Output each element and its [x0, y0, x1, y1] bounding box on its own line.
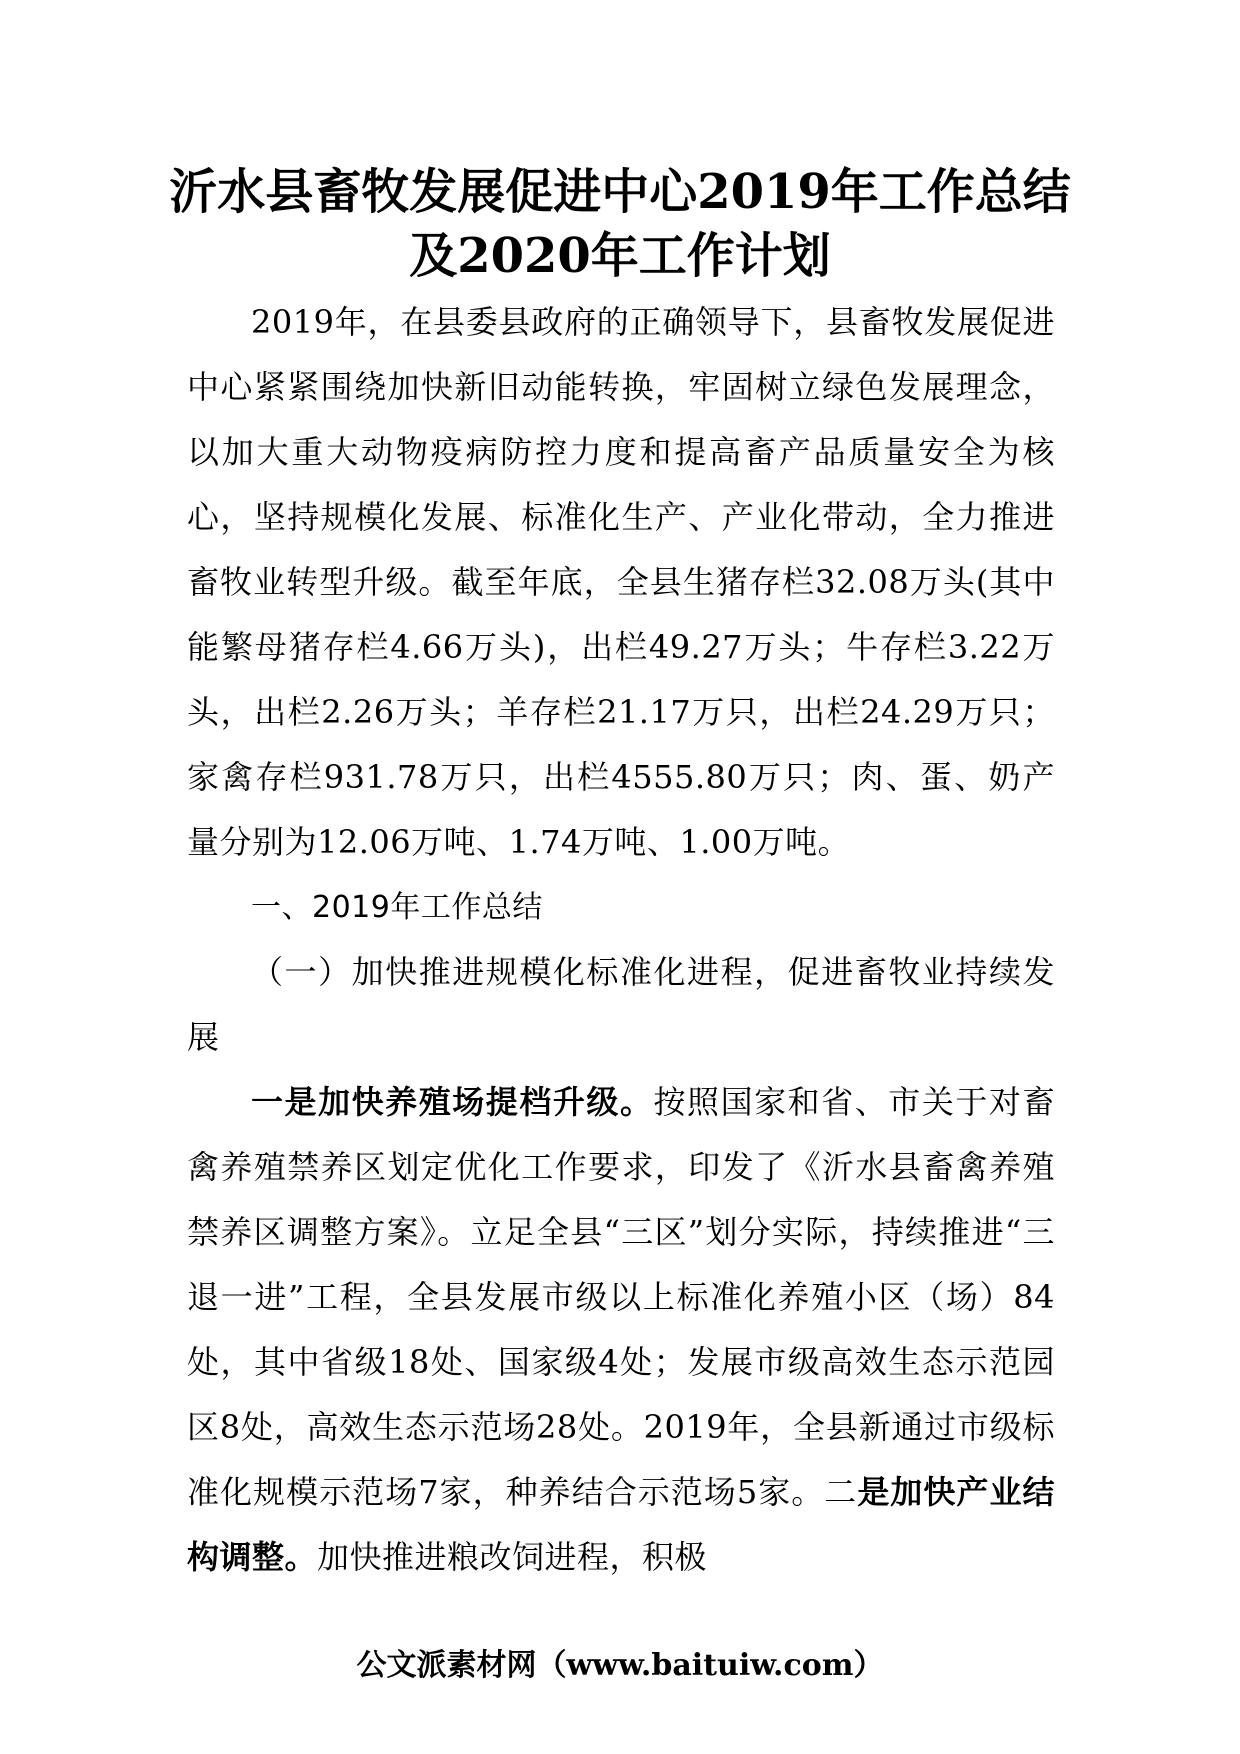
document-title [150, 160, 1090, 288]
title-line-2: 及2020年工作计划 [409, 228, 831, 284]
section-heading: 一、2019年工作总结 [251, 890, 543, 925]
title-line-1: 沂水县畜牧发展促进中心2019年工作总结 [169, 164, 1071, 220]
document-body [187, 290, 1055, 1590]
point-2-text: 加快推进粮改饲进程，积极 [317, 1538, 708, 1576]
point-1-heading: 一是加快养殖场提档升级。 [251, 1083, 654, 1121]
point-2-prefix: 二 [824, 1473, 858, 1511]
point-2-heading: 是加快产业结构调整。 [187, 1473, 1055, 1576]
intro-paragraph: 2019年，在县委县政府的正确领导下，县畜牧发展促进中心紧紧围绕加快新旧动能转换，牢固树立绿色发展理念，以加大重大动物疫病防控力度和提高畜产品质量安全为核心，坚持规模化发展、标准化生产、产业化带动，全力推进畜牧业转型升级。截至年底，全县生猪存栏32.08万头(其中能繁母猪存栏4.66万头)，出栏49.27万头；牛存栏3.22万头，出栏2.26万头；羊存栏21.17万只，出栏24.29万只；家禽存栏931.78万只，出栏4555.80万只；肉、蛋、奶产量分别为12.06万吨、1.74万吨、1.00万吨。 [187, 303, 1055, 861]
point-1-text: 按照国家和省、市关于对畜禽养殖禁养区划定优化工作要求，印发了《沂水县畜禽养殖禁养区调整方案》。立足全县“三区”划分实际，持续推进“三退一进”工程，全县发展市级以上标准化养殖小区（场）84处，其中省级18处、国家级4处；发展市级高效生态示范园区8处，高效生态示范场28处。2019年，全县新通过市级标准化规模示范场7家，种养结合示范场5家。 [187, 1083, 1055, 1511]
subsection-heading: （一）加快推进规模化标准化进程，促进畜牧业持续发展 [187, 953, 1055, 1056]
footer-watermark: 公文派素材网（www.baituiw.com） [356, 1648, 884, 1683]
body-paragraph [187, 1070, 1055, 1590]
